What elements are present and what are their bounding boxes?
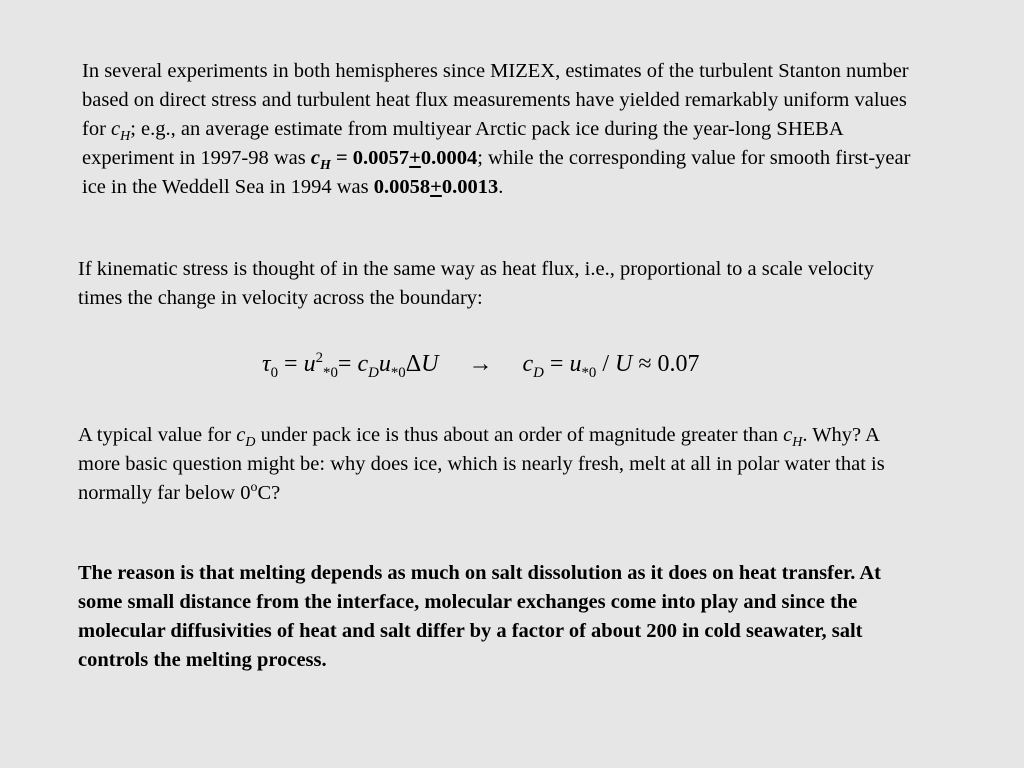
- symbol-c: c: [783, 424, 793, 446]
- equals: =: [278, 351, 304, 377]
- subscript: *0: [323, 364, 338, 381]
- text: . Why? A more basic question might be: why does ice, which is nearly fresh, melt at all in polar water that is normally far below 0: [78, 424, 885, 504]
- symbol-c: c: [310, 147, 320, 169]
- symbol-u: u: [378, 351, 391, 377]
- subscript: D: [368, 364, 379, 381]
- subscript-h: H: [319, 158, 331, 174]
- value-text: = 0.0057: [330, 147, 410, 169]
- text: ; while the corresponding value for smooth first-year ice in the Weddell Sea in 1994 was: [82, 147, 911, 198]
- plus-minus: +: [409, 147, 421, 169]
- text: under pack ice is thus about an order of magnitude greater than: [255, 424, 784, 446]
- plus-minus: +: [430, 176, 442, 198]
- subscript-h: H: [792, 435, 803, 451]
- bold-value-1: [310, 147, 478, 174]
- subscript-d: D: [245, 435, 256, 451]
- equation-drag-coefficient: [262, 346, 700, 382]
- symbol-c: c: [236, 424, 246, 446]
- subscript: 0: [270, 364, 279, 381]
- value-text: 0.0013: [441, 176, 499, 198]
- approx-value: ≈ 0.07: [632, 351, 700, 377]
- paragraph-typical-value: [78, 421, 918, 508]
- slash: /: [596, 351, 615, 377]
- value-text: 0.0004: [420, 147, 478, 169]
- symbol-delta: Δ: [405, 351, 422, 377]
- superscript: 2: [315, 350, 324, 366]
- symbol-u: u: [569, 351, 582, 377]
- subscript: *0: [390, 364, 406, 381]
- symbol-c: c: [522, 351, 534, 377]
- symbol-c: c: [357, 351, 369, 377]
- text: .: [498, 176, 504, 198]
- subscript: *0: [581, 364, 597, 381]
- text: A typical value for: [78, 424, 237, 446]
- subscript-h: H: [120, 129, 131, 145]
- subscript: D: [533, 364, 544, 381]
- paragraph-kinematic-stress: If kinematic stress is thought of in the same way as heat flux, i.e., proportional to a scale velocity times the change in velocity across the boundary:: [78, 258, 874, 309]
- equals: =: [543, 351, 570, 377]
- paragraph-reason-bold: The reason is that melting depends as much on salt dissolution as it does on heat transfer. At some small distance from the interface, molecular exchanges come into play and since the molecular diffusivities of heat and salt differ by a factor of about 200 in cold seawater, salt controls the melting process.: [78, 562, 882, 671]
- arrow-symbol: →: [468, 351, 493, 377]
- symbol-c: c: [111, 118, 121, 140]
- equals: =: [337, 351, 358, 377]
- text: ; e.g., an average estimate from multiyear Arctic pack ice during the year-long SHEBA experiment in 1997-98 was: [82, 118, 843, 169]
- symbol-U: U: [421, 351, 439, 377]
- text: In several experiments in both hemispheres since MIZEX, estimates of the turbulent Stanton number based on direct stress and turbulent heat flux measurements have yielded remarkably uniform values for: [82, 60, 909, 140]
- text: C?: [257, 482, 281, 504]
- paragraph-stanton-number: [82, 57, 912, 202]
- degree-superscript: o: [250, 480, 258, 496]
- symbol-u: u: [303, 351, 316, 377]
- symbol-U: U: [615, 351, 633, 377]
- value-text: 0.0058: [373, 176, 431, 198]
- symbol-tau: τ: [262, 351, 271, 377]
- bold-value-2: [374, 176, 498, 198]
